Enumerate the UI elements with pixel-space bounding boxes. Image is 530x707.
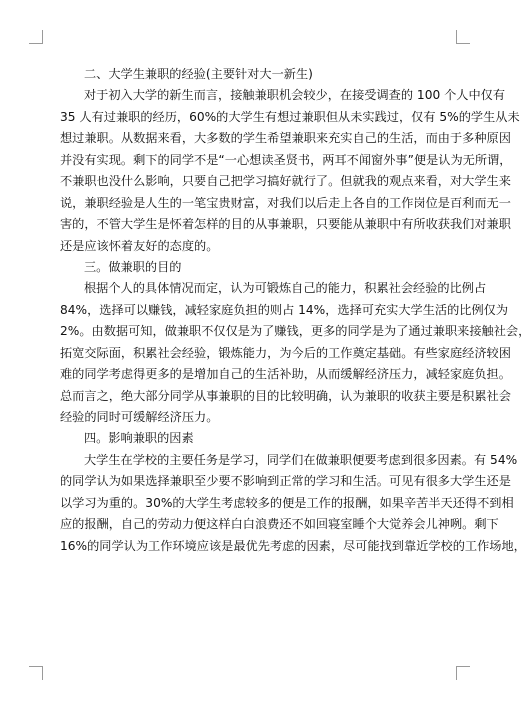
section-heading: 四。影响兼职的因素 [84,431,194,446]
paragraph-line: 害的，不管大学生是怀着怎样的目的从事兼职，只要能从兼职中有所收获我们对兼职 [60,217,511,232]
paragraph-line: 总而言之，绝大部分同学从事兼职的目的比较明确，认为兼职的收获主要是积累社会 [60,388,511,403]
crop-mark-bottom-right [456,666,470,680]
document-body [60,64,530,557]
section-heading: 二、大学生兼职的经验(主要针对大一新生) [84,67,313,81]
paragraph-line: 拓宽交际面，积累社会经验，锻炼能力，为今后的工作奠定基础。有些家庭经济较困 [60,345,511,360]
paragraph-line: 对于初入大学的新生而言，接触兼职机会较少，在接受调查的 100 个人中仅有 [84,88,506,103]
paragraph-line: 不兼职也没什么影响，只要自己把学习搞好就行了。但就我的观点来看，对大学生来 [60,174,511,189]
paragraph-line: 并没有实现。剩下的同学不是“一心想读圣贤书，两耳不闻窗外事”便是认为无所谓， [60,152,512,167]
paragraph-line: 应的报酬，自己的劳动力便这样白白浪费还不如回寝室睡个大觉养会儿神咧。剩下 [60,517,499,532]
section-heading: 三。做兼职的目的 [84,259,182,274]
paragraph-line: 16%的同学认为工作环境应该是最优先考虑的因素，尽可能找到靠近学校的工作场地， [60,538,526,553]
paragraph-line: 以学习为重的。30%的大学生考虑较多的便是工作的报酬，如果辛苦半天还得不到相 [60,495,514,510]
paragraph-line: 经验的同时可缓解经济压力。 [60,410,219,424]
paragraph-line: 大学生在学校的主要任务是学习，同学们在做兼职便要考虑到很多因素。有 54% [84,452,518,467]
paragraph-line: 根据个人的具体情况而定，认为可锻炼自己的能力，积累社会经验的比例占 [84,281,487,296]
crop-mark-top-right [456,30,470,44]
paragraph-line: 35 人有过兼职的经历，60%的大学生有想过兼职但从未实践过，仅有 5%的学生从未 [60,109,520,124]
paragraph-line: 想过兼职。从数据来看，大多数的学生希望兼职来充实自己的生活，而由于多种原因 [60,131,511,146]
paragraph-line: 84%，选择可以赚钱，减轻家庭负担的则占 14%，选择可充实大学生活的比例仅为 [60,302,509,317]
crop-mark-bottom-left [29,666,43,680]
paragraph-line: 还是应该怀着友好的态度的。 [60,238,219,253]
paragraph-line: 2%。由数据可知，做兼职不仅仅是为了赚钱，更多的同学是为了通过兼职来接触社会， [60,324,530,339]
paragraph-line: 说，兼职经验是人生的一笔宝贵财富，对我们以后走上各自的工作岗位是百利而无一 [60,195,511,210]
paragraph-line: 的同学认为如果选择兼职至少要不影响到正常的学习和生活。可见有很多大学生还是 [60,474,511,489]
crop-mark-top-left [29,30,43,44]
paragraph-line: 难的同学考虑得更多的是增加自己的生活补助，从而缓解经济压力，减轻家庭负担。 [60,367,511,382]
